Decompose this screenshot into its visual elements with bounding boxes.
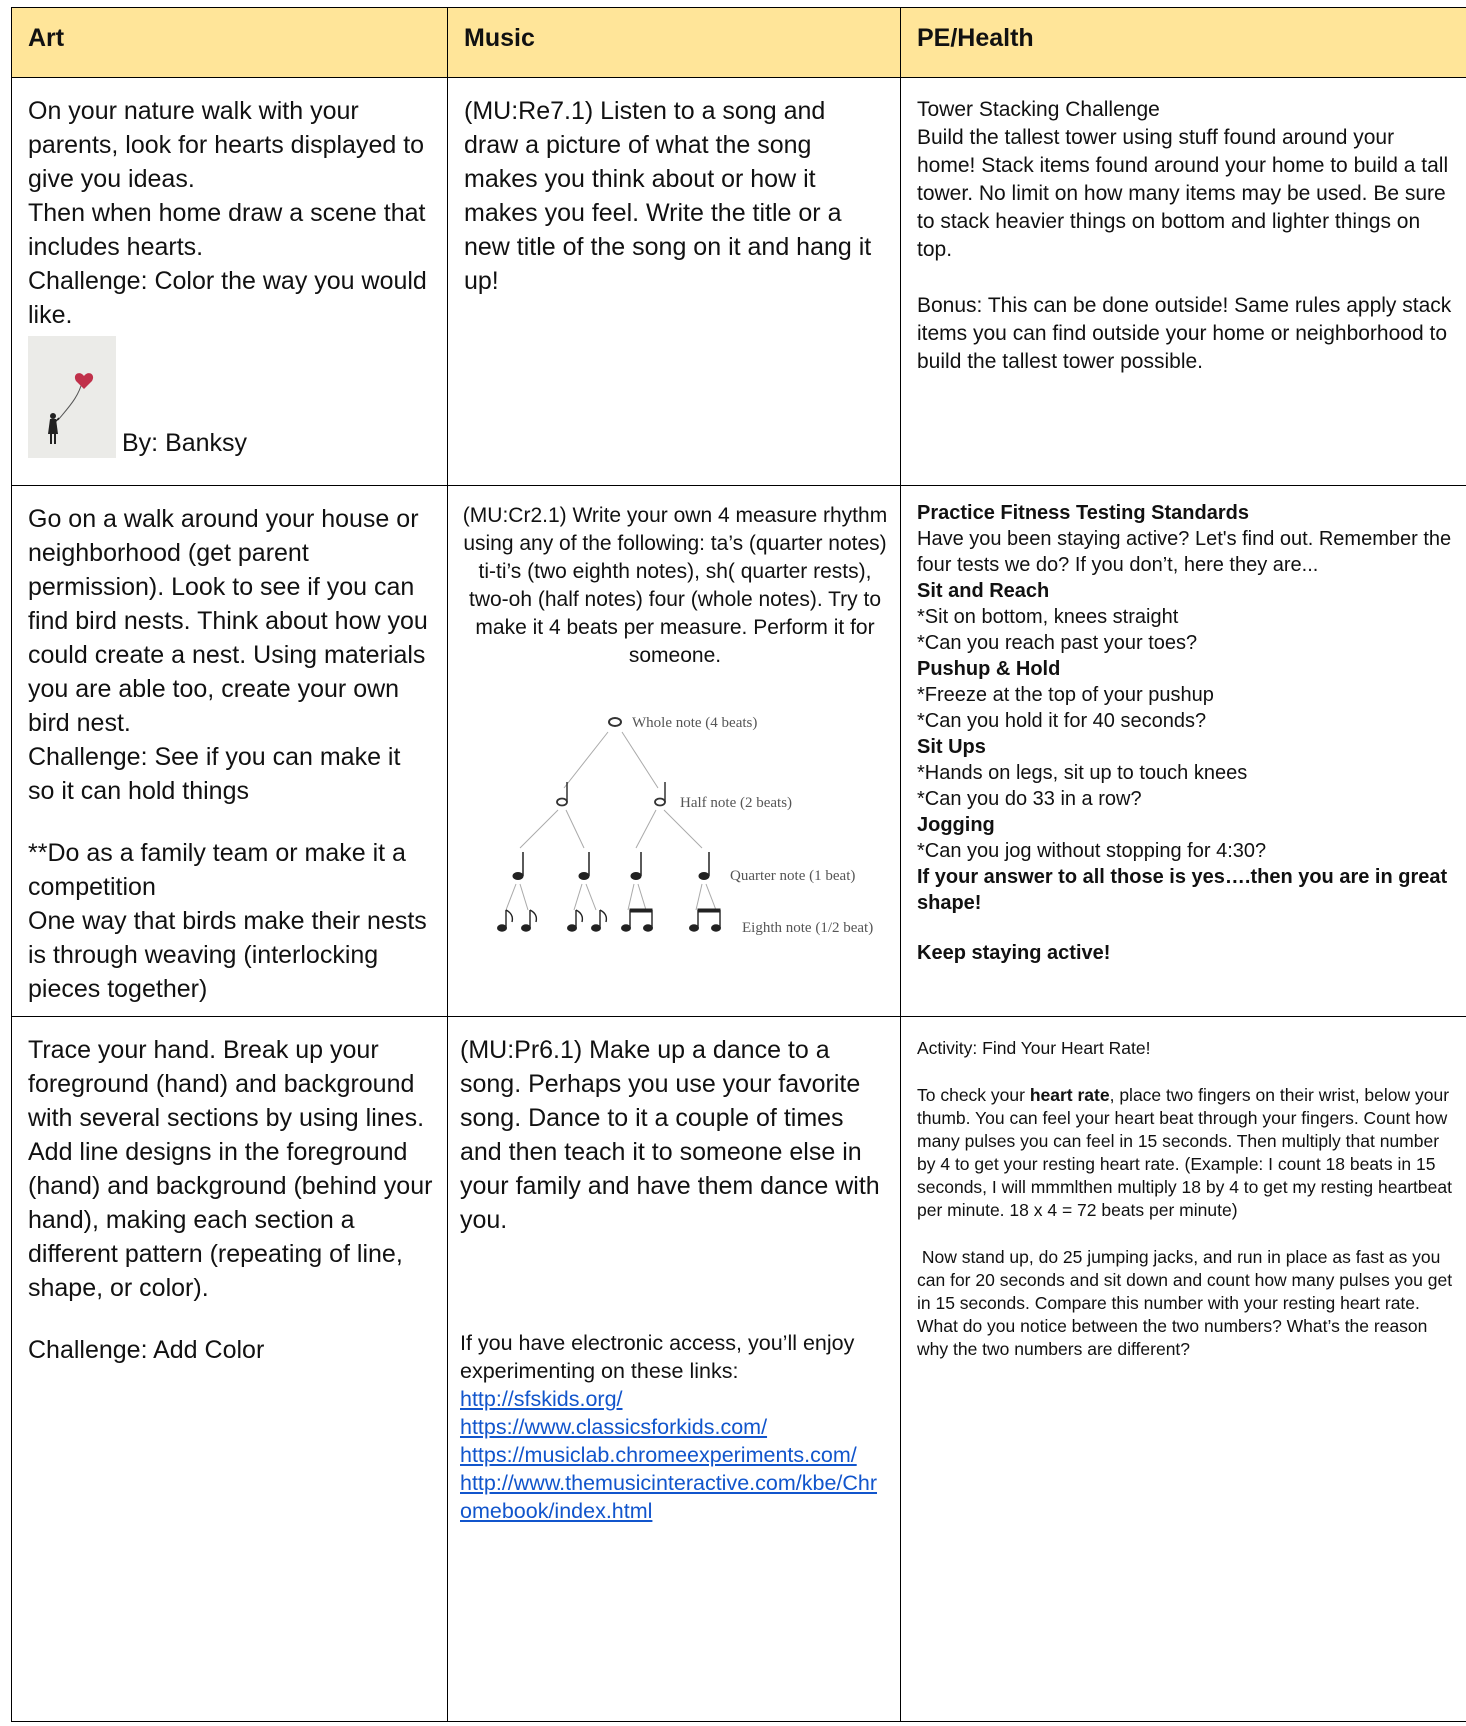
pe-2-title: Practice Fitness Testing Standards: [917, 502, 1249, 524]
test-name: Sit and Reach: [917, 580, 1050, 602]
art-2-p1: Go on a walk around your house or neighborhood (get parent permission). Look to see if you can find bird nests. Think about how you could create a nest. Using materials you are able too, create your own bird nest.: [28, 505, 428, 737]
header-music: Music: [448, 8, 901, 78]
table-row: [12, 78, 1466, 486]
art-1-line-2: Then when home draw a scene that includes hearts.: [28, 199, 426, 261]
art-2-p2: Challenge: See if you can make it so it can hold things: [28, 743, 401, 805]
art-1-line-3: Challenge: Color the way you would like.: [28, 267, 427, 329]
pe-cell-2: [901, 486, 1466, 1017]
pe-3-p2: Now stand up, do 25 jumping jacks, and run in place as fast as you can for 20 seconds and sit down and count how many pulses you get in 15 seconds. Compare this number with your resting heart rate. What do you notice between the two numbers? What’s the reason why the two numbers are different?: [917, 1247, 1457, 1359]
activity-table: [11, 7, 1466, 1722]
whole-note-label: Whole note (4 beats): [632, 715, 758, 731]
test-line: *Can you jog without stopping for 4:30?: [917, 840, 1267, 862]
banksy-caption: By: Banksy: [122, 429, 248, 457]
note-values-diagram: [480, 710, 892, 943]
pe-2-intro: Have you been staying active? Let's find out. Remember the four tests we do? If you don’t, here they are...: [917, 528, 1452, 576]
header-pe-health: PE/Health: [901, 8, 1466, 78]
eighth-note-label: Eighth note (1/2 beat): [742, 920, 874, 936]
test-line: *Can you hold it for 40 seconds?: [917, 710, 1207, 732]
music-1-text: (MU:Re7.1) Listen to a song and draw a picture of what the song makes you think about or how it makes you feel. Write the title or a new title of the song on it and hang it up!: [464, 97, 872, 295]
pe-3-p1-bold: heart rate: [1029, 1085, 1110, 1105]
pe-3-p1-before: To check your: [917, 1085, 1030, 1105]
art-cell-1: [12, 78, 448, 486]
test-line: *Freeze at the top of your pushup: [917, 684, 1214, 706]
test-line: *Sit on bottom, knees straight: [917, 606, 1179, 628]
music-cell-3: [448, 1017, 901, 1722]
music-cell-2: [448, 486, 901, 1017]
pe-1-body: Build the tallest tower using stuff found around your home! Stack items found around your home to build a tall tower. No limit on how many items may be used. Be sure to stack heavier things on bottom and lighter things on top.: [917, 126, 1449, 261]
test-line: *Can you reach past your toes?: [917, 632, 1198, 654]
test-name: Pushup & Hold: [917, 658, 1061, 680]
half-note-label: Half note (2 beats): [680, 795, 793, 811]
pe-1-title: Tower Stacking Challenge: [917, 98, 1160, 121]
art-3-p1: Trace your hand. Break up your foreground (hand) and background with several sections by using lines. Add line designs in the foreground (hand) and background (behind your hand), making each section a different pattern (repeating of line, shape, or color).: [28, 1036, 433, 1302]
banksy-figure: [28, 336, 433, 458]
art-cell-2: [12, 486, 448, 1017]
header-art: Art: [12, 8, 448, 78]
art-cell-3: [12, 1017, 448, 1722]
pe-3-p1-after: , place two fingers on their wrist, below your thumb. You can feel your heart beat through your fingers. Count how many pulses you can feel in 15 seconds. Then multiply that number by 4 to get your resting heart rate. (Example: I count 18 beats in 15 seconds, I will mmmlthen multiply 18 by 4 to get my resting heartbeat per minute. 18 x 4 = 72 beats per minute): [917, 1085, 1452, 1220]
music-cell-1: [448, 78, 901, 486]
pe-3-title: Activity: Find Your Heart Rate!: [917, 1038, 1151, 1058]
test-line: *Hands on legs, sit up to touch knees: [917, 762, 1248, 784]
quarter-note-label: Quarter note (1 beat): [730, 868, 856, 884]
test-name: Jogging: [917, 814, 995, 836]
link-classicsforkids[interactable]: https://www.classicsforkids.com/: [460, 1415, 768, 1439]
table-row: [12, 486, 1466, 1017]
pe-2-closing: Keep staying active!: [917, 942, 1111, 964]
art-3-p2: Challenge: Add Color: [28, 1336, 265, 1364]
test-line: *Can you do 33 in a row?: [917, 788, 1142, 810]
table-row: [12, 1017, 1466, 1722]
pe-1-bonus: Bonus: This can be done outside! Same rules apply stack items you can find outside your home or neighborhood to build the tallest tower possible.: [917, 294, 1452, 373]
link-musicinteractive[interactable]: http://www.themusicinteractive.com/kbe/Chromebook/index.html: [460, 1471, 878, 1523]
pe-cell-3: [901, 1017, 1466, 1722]
art-1-line-1: On your nature walk with your parents, look for hearts displayed to give you ideas.: [28, 97, 425, 193]
art-2-p3: **Do as a family team or make it a competition: [28, 839, 406, 901]
link-musiclab[interactable]: https://musiclab.chromeexperiments.com/: [460, 1443, 857, 1467]
pe-3-p1: [917, 1084, 1453, 1222]
pe-2-conclusion: If your answer to all those is yes….then you are in great shape!: [917, 866, 1448, 914]
art-2-p4: One way that birds make their nests is through weaving (interlocking pieces together): [28, 907, 427, 1003]
music-3-p1: (MU:Pr6.1) Make up a dance to a song. Perhaps you use your favorite song. Dance to it a couple of times and then teach it to someone else in your family and have them dance with you.: [460, 1036, 880, 1234]
pe-cell-1: [901, 78, 1466, 486]
test-name: Sit Ups: [917, 736, 986, 758]
music-3-p2: If you have electronic access, you’ll enjoy experimenting on these links:: [460, 1331, 855, 1383]
music-2-text: (MU:Cr2.1) Write your own 4 measure rhythm using any of the following: ta’s (quarter notes) ti-ti’s (two eighth notes), sh( quarter rests), two-oh (half notes) four (whole notes). Try to make it 4 beats per measure. Perform it for someone.: [462, 504, 888, 667]
header-row: [12, 8, 1466, 78]
balloon-girl-image: [28, 336, 116, 458]
link-sfskids[interactable]: http://sfskids.org/: [460, 1387, 623, 1411]
